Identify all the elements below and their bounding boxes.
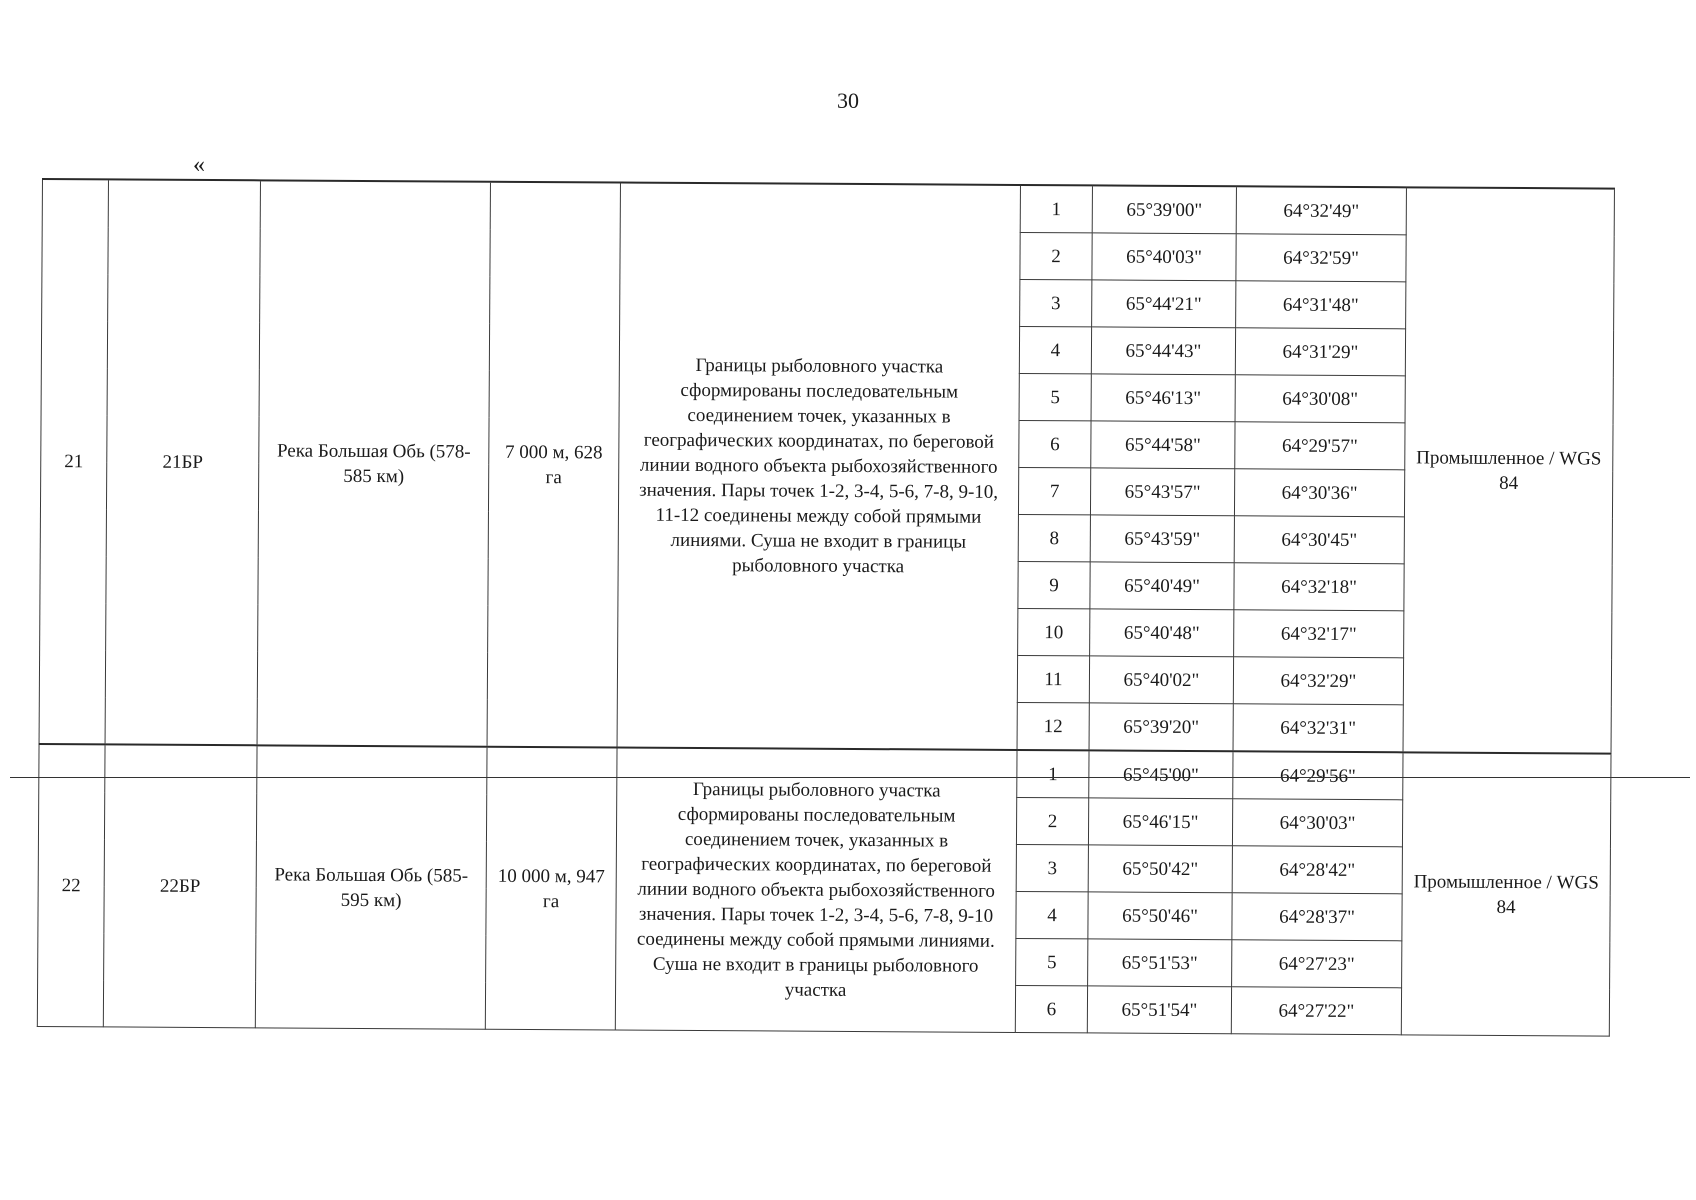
latitude-cell: 65°39'00" (1092, 185, 1236, 233)
area-size-cell: 7 000 м, 628 га (487, 182, 620, 748)
section-number-cell: 22 (37, 744, 105, 1027)
latitude-cell: 65°46'13" (1091, 374, 1235, 422)
latitude-cell: 65°39'20" (1089, 703, 1233, 751)
longitude-cell: 64°27'23" (1232, 940, 1402, 988)
longitude-cell: 64°32'17" (1234, 610, 1404, 658)
latitude-cell: 65°40'02" (1089, 656, 1233, 704)
point-number-cell: 8 (1018, 514, 1090, 561)
point-number-cell: 2 (1020, 232, 1092, 279)
point-number-cell: 11 (1017, 655, 1089, 702)
point-number-cell: 5 (1019, 373, 1091, 420)
latitude-cell: 65°40'48" (1090, 609, 1234, 657)
point-number-cell: 1 (1020, 185, 1092, 233)
section-code-cell: 22БР (103, 744, 257, 1027)
point-number-cell: 5 (1016, 938, 1088, 985)
longitude-cell: 64°27'22" (1231, 987, 1401, 1035)
area-size-cell: 10 000 м, 947 га (485, 747, 617, 1030)
point-number-cell: 2 (1016, 797, 1088, 844)
water-body-name-cell: Река Большая Обь (585-595 км) (255, 745, 487, 1029)
longitude-cell: 64°30'03" (1232, 799, 1402, 847)
latitude-cell: 65°50'46" (1088, 892, 1232, 940)
longitude-cell: 64°29'57" (1235, 422, 1405, 470)
water-body-name-cell: Река Большая Обь (578-585 км) (257, 180, 490, 746)
longitude-cell: 64°30'45" (1234, 516, 1404, 564)
latitude-cell: 65°43'57" (1090, 468, 1234, 516)
longitude-cell: 64°32'49" (1236, 186, 1406, 235)
longitude-cell: 64°28'37" (1232, 893, 1402, 941)
section-code-cell: 21БР (105, 179, 260, 745)
point-number-cell: 1 (1017, 750, 1089, 798)
latitude-cell: 65°44'43" (1091, 327, 1235, 375)
point-number-cell: 3 (1016, 844, 1088, 891)
longitude-cell: 64°31'48" (1236, 281, 1406, 329)
opening-quote-mark: « (193, 152, 205, 178)
longitude-cell: 64°32'31" (1233, 704, 1403, 753)
latitude-cell: 65°46'15" (1088, 798, 1232, 846)
table-row (42, 179, 1614, 236)
boundary-description-cell: Границы рыболовного участка сформированы последовательным соединением точек, указанных в географических координатах, по береговой линии водного объекта рыбохозяйственного значения. Пары точек 1-2, 3-4, 5-6, 7-8, 9-10 соединены между собой прямыми линиями. Суша не входит в границы рыболовного участка (615, 748, 1017, 1033)
longitude-cell: 64°30'36" (1234, 469, 1404, 517)
longitude-cell: 64°32'18" (1234, 563, 1404, 611)
longitude-cell: 64°30'08" (1235, 375, 1405, 423)
fishing-areas-table (37, 178, 1615, 1037)
point-number-cell: 6 (1019, 420, 1091, 467)
longitude-cell: 64°32'29" (1233, 657, 1403, 705)
point-number-cell: 3 (1020, 279, 1092, 326)
latitude-cell: 65°43'59" (1090, 515, 1234, 563)
point-number-cell: 4 (1016, 891, 1088, 938)
section-number-cell: 21 (39, 179, 108, 744)
point-number-cell: 4 (1019, 326, 1091, 373)
latitude-cell: 65°50'42" (1088, 845, 1232, 893)
point-number-cell: 12 (1017, 702, 1089, 750)
longitude-cell: 64°32'59" (1236, 234, 1406, 282)
page-divider-line (10, 777, 1690, 778)
usage-type-cell: Промышленное / WGS 84 (1403, 187, 1614, 753)
latitude-cell: 65°45'00" (1089, 750, 1233, 798)
longitude-cell: 64°31'29" (1235, 328, 1405, 376)
point-number-cell: 9 (1018, 561, 1090, 608)
latitude-cell: 65°44'21" (1092, 280, 1236, 328)
latitude-cell: 65°40'03" (1092, 233, 1236, 281)
latitude-cell: 65°51'54" (1087, 986, 1231, 1034)
point-number-cell: 7 (1018, 467, 1090, 514)
page-number: 30 (837, 88, 859, 113)
point-number-cell: 10 (1018, 608, 1090, 655)
latitude-cell: 65°44'58" (1091, 421, 1235, 469)
longitude-cell: 64°28'42" (1232, 846, 1402, 894)
point-number-cell: 6 (1015, 985, 1087, 1032)
boundary-description-cell: Границы рыболовного участка сформированы последовательным соединением точек, указанных в географических координатах, по береговой линии водного объекта рыбохозяйственного значения. Пары точек 1-2, 3-4, 5-6, 7-8, 9-10, 11-12 соединены между собой прямыми линиями. Суша не входит в границы рыболовного участка (617, 183, 1020, 750)
latitude-cell: 65°40'49" (1090, 562, 1234, 610)
latitude-cell: 65°51'53" (1088, 939, 1232, 987)
table-body (37, 179, 1614, 1036)
table-row (39, 744, 1611, 801)
usage-type-cell: Промышленное / WGS 84 (1401, 752, 1611, 1036)
longitude-cell: 64°29'56" (1233, 751, 1403, 800)
